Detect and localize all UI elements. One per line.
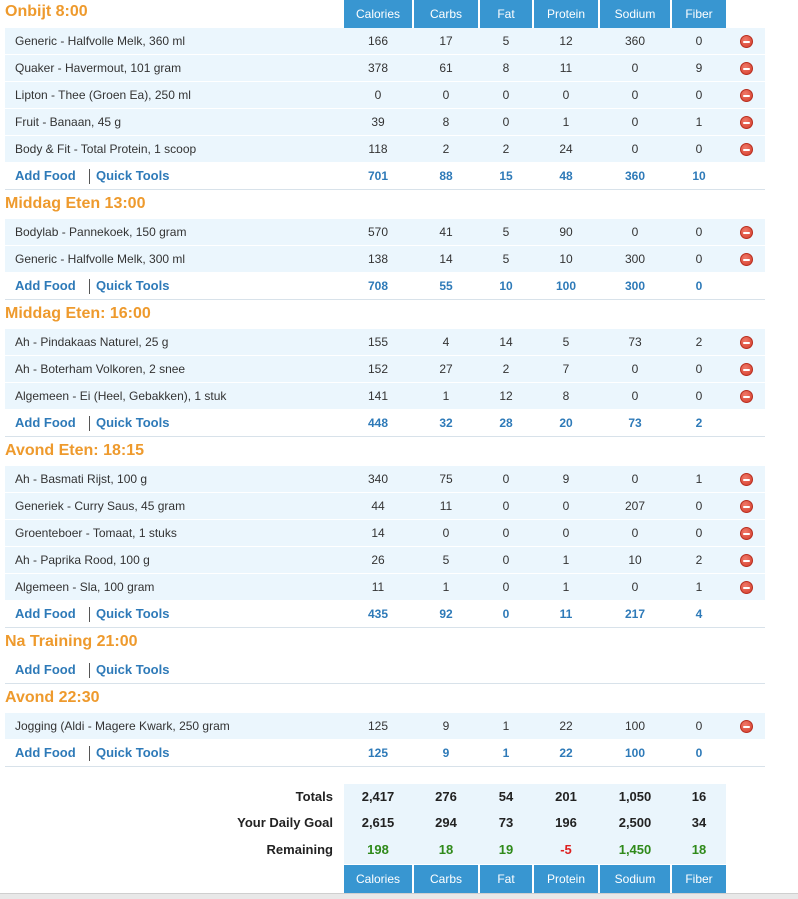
remaining-label: Remaining	[266, 842, 333, 857]
daily-goal-sodium: 2,500	[618, 815, 652, 830]
food-protein-value: 22	[559, 719, 573, 733]
add-food-link[interactable]: Add Food	[15, 745, 76, 760]
food-sodium-value: 10	[628, 553, 642, 567]
food-carbs-value: 41	[439, 225, 453, 239]
food-carbs-value: 27	[439, 362, 453, 376]
food-calories-value: 378	[367, 61, 389, 75]
food-fiber-value: 0	[695, 389, 703, 403]
food-name-link[interactable]: Generiek - Curry Saus, 45 gram	[15, 499, 186, 513]
food-carbs-value: 11	[439, 499, 453, 513]
quick-tools-link[interactable]: Quick Tools	[96, 415, 170, 430]
food-sodium-value: 0	[631, 88, 639, 102]
link-separator	[89, 746, 90, 761]
food-protein-value: 0	[562, 88, 570, 102]
food-carbs-value: 61	[439, 61, 453, 75]
food-sodium-value: 0	[631, 526, 639, 540]
food-row[interactable]	[5, 520, 765, 547]
food-name-link[interactable]: Ah - Pindakaas Naturel, 25 g	[15, 335, 169, 349]
top-header-col-fat[interactable]: Fat	[480, 0, 532, 28]
meal-total-protein: 100	[555, 279, 577, 293]
food-sodium-value: 100	[624, 719, 646, 733]
food-carbs-value: 4	[442, 335, 450, 349]
food-protein-value: 10	[559, 252, 573, 266]
meal-total-calories: 435	[367, 607, 389, 621]
meal-title: Middag Eten: 16:00	[5, 305, 151, 322]
meal-total-protein: 11	[559, 607, 573, 621]
food-row[interactable]	[5, 574, 765, 601]
daily-goal-label: Your Daily Goal	[237, 815, 333, 830]
daily-goal-fiber: 34	[691, 815, 707, 830]
food-protein-value: 90	[559, 225, 573, 239]
remaining-calories: 198	[367, 842, 389, 857]
meal-total-fiber: 0	[695, 746, 703, 760]
quick-tools-link[interactable]: Quick Tools	[96, 168, 170, 183]
food-fat-value: 8	[502, 61, 510, 75]
food-sodium-value: 360	[624, 34, 646, 48]
remove-circle-icon[interactable]	[740, 390, 753, 403]
remove-circle-icon[interactable]	[740, 363, 753, 376]
meal-total-protein: 48	[559, 169, 573, 183]
meal-total-calories: 708	[367, 279, 389, 293]
quick-tools-link[interactable]: Quick Tools	[96, 745, 170, 760]
food-row[interactable]	[5, 246, 765, 273]
food-row[interactable]	[5, 466, 765, 493]
food-row[interactable]	[5, 493, 765, 520]
food-row[interactable]	[5, 136, 765, 163]
food-name-link[interactable]: Generic - Halfvolle Melk, 300 ml	[15, 252, 186, 266]
meal-total-sodium: 100	[624, 746, 646, 760]
top-header-col-calories[interactable]: Calories	[344, 0, 412, 28]
food-row[interactable]	[5, 55, 765, 82]
food-calories-value: 39	[371, 115, 385, 129]
remove-circle-icon[interactable]	[740, 336, 753, 349]
food-row[interactable]	[5, 219, 765, 246]
meal-totals-row	[5, 410, 765, 437]
remove-circle-icon[interactable]	[740, 500, 753, 513]
meal-total-protein: 20	[559, 416, 573, 430]
food-name-link[interactable]: Ah - Basmati Rijst, 100 g	[15, 472, 148, 486]
remaining-sodium: 1,450	[618, 842, 652, 857]
food-carbs-value: 9	[442, 719, 450, 733]
food-fat-value: 0	[502, 472, 510, 486]
food-fiber-value: 9	[695, 61, 703, 75]
food-name-link[interactable]: Bodylab - Pannekoek, 150 gram	[15, 225, 187, 239]
food-calories-value: 118	[368, 142, 388, 156]
top-header-col-sodium[interactable]: Sodium	[600, 0, 670, 28]
meal-total-fat: 28	[499, 416, 513, 430]
food-row[interactable]	[5, 383, 765, 410]
food-name-link[interactable]: Ah - Boterham Volkoren, 2 snee	[15, 362, 186, 376]
remove-circle-icon[interactable]	[740, 226, 753, 239]
remaining-fiber: 18	[691, 842, 707, 857]
food-fat-value: 2	[502, 362, 510, 376]
food-sodium-value: 0	[631, 115, 639, 129]
remove-circle-icon[interactable]	[740, 89, 753, 102]
add-food-link[interactable]: Add Food	[15, 606, 76, 621]
bottom-header-col-protein[interactable]: Protein	[534, 865, 598, 893]
food-protein-value: 1	[562, 115, 570, 129]
remove-circle-icon[interactable]	[740, 35, 753, 48]
meal-total-carbs: 92	[439, 607, 453, 621]
food-protein-value: 1	[562, 580, 570, 594]
food-calories-value: 26	[371, 553, 385, 567]
food-fiber-value: 1	[695, 115, 703, 129]
food-sodium-value: 0	[631, 389, 639, 403]
food-sodium-value: 0	[631, 472, 639, 486]
remove-circle-icon[interactable]	[740, 143, 753, 156]
meal-total-sodium: 73	[628, 416, 642, 430]
bottom-header-col-calories[interactable]: Calories	[344, 865, 412, 893]
add-food-link[interactable]: Add Food	[15, 415, 76, 430]
meal-title: Onbijt 8:00	[5, 3, 88, 20]
food-name-link[interactable]: Lipton - Thee (Groen Ea), 250 ml	[15, 88, 191, 102]
food-carbs-value: 14	[439, 252, 453, 266]
food-fiber-value: 0	[695, 142, 703, 156]
meal-total-fiber: 10	[692, 169, 706, 183]
meal-totals-row	[5, 657, 765, 684]
food-sodium-value: 0	[631, 61, 639, 75]
meal-total-fiber: 4	[695, 607, 703, 621]
daily-goal-calories: 2,615	[361, 815, 395, 830]
food-protein-value: 11	[559, 61, 573, 75]
food-carbs-value: 1	[442, 580, 450, 594]
food-row[interactable]	[5, 109, 765, 136]
totals-label: Totals	[295, 789, 333, 804]
meal-totals-row	[5, 740, 765, 767]
totals-fiber: 16	[691, 789, 707, 804]
food-fiber-value: 1	[695, 580, 703, 594]
top-header-col-protein[interactable]: Protein	[534, 0, 598, 28]
food-calories-value: 14	[371, 526, 385, 540]
food-calories-value: 340	[367, 472, 389, 486]
meal-total-sodium: 360	[624, 169, 646, 183]
food-sodium-value: 0	[631, 142, 639, 156]
food-sodium-value: 207	[624, 499, 646, 513]
link-separator	[89, 169, 90, 184]
food-protein-value: 24	[559, 142, 573, 156]
food-calories-value: 11	[371, 580, 385, 594]
link-separator	[89, 279, 90, 294]
food-name-link[interactable]: Algemeen - Sla, 100 gram	[15, 580, 155, 594]
food-name-link[interactable]: Body & Fit - Total Protein, 1 scoop	[15, 142, 197, 156]
food-fiber-value: 2	[695, 553, 703, 567]
meal-totals-row	[5, 163, 765, 190]
add-food-link[interactable]: Add Food	[15, 662, 76, 677]
meal-total-fiber: 2	[695, 416, 703, 430]
food-carbs-value: 1	[442, 389, 450, 403]
food-name-link[interactable]: Jogging (Aldi - Magere Kwark, 250 gram	[15, 719, 230, 733]
food-carbs-value: 5	[442, 553, 450, 567]
food-calories-value: 166	[367, 34, 389, 48]
food-protein-value: 0	[562, 499, 570, 513]
food-carbs-value: 2	[442, 142, 450, 156]
food-name-link[interactable]: Generic - Halfvolle Melk, 360 ml	[15, 34, 186, 48]
meal-total-carbs: 9	[442, 746, 450, 760]
food-fat-value: 5	[502, 34, 510, 48]
food-carbs-value: 8	[442, 115, 450, 129]
food-protein-value: 1	[562, 553, 570, 567]
meal-total-calories: 701	[367, 169, 389, 183]
food-calories-value: 155	[367, 335, 389, 349]
link-separator	[89, 607, 90, 622]
bottom-header-col-fiber[interactable]: Fiber	[672, 865, 726, 893]
totals-sodium: 1,050	[618, 789, 652, 804]
meal-title: Avond 22:30	[5, 689, 100, 706]
meal-total-calories: 448	[367, 416, 389, 430]
food-fat-value: 0	[502, 115, 510, 129]
meal-total-calories: 125	[367, 746, 389, 760]
food-row[interactable]	[5, 82, 765, 109]
food-fiber-value: 0	[695, 34, 703, 48]
food-sodium-value: 0	[631, 362, 639, 376]
remaining-fat: 19	[498, 842, 514, 857]
food-carbs-value: 75	[439, 472, 453, 486]
food-fiber-value: 1	[695, 472, 703, 486]
quick-tools-link[interactable]: Quick Tools	[96, 278, 170, 293]
food-fiber-value: 0	[695, 499, 703, 513]
food-sodium-value: 73	[628, 335, 642, 349]
bottom-header-col-carbs[interactable]: Carbs	[414, 865, 478, 893]
food-protein-value: 8	[562, 389, 570, 403]
meal-total-sodium: 217	[624, 607, 646, 621]
meal-totals-row	[5, 601, 765, 628]
food-name-link[interactable]: Quaker - Havermout, 101 gram	[15, 61, 182, 75]
meal-title: Avond Eten: 18:15	[5, 442, 144, 459]
food-protein-value: 12	[559, 34, 573, 48]
food-protein-value: 5	[562, 335, 570, 349]
food-calories-value: 0	[374, 88, 382, 102]
food-name-link[interactable]: Fruit - Banaan, 45 g	[15, 115, 122, 129]
food-fiber-value: 0	[695, 252, 703, 266]
remove-circle-icon[interactable]	[740, 720, 753, 733]
food-calories-value: 138	[367, 252, 389, 266]
food-fat-value: 0	[502, 88, 510, 102]
food-row[interactable]	[5, 547, 765, 574]
food-calories-value: 44	[371, 499, 385, 513]
food-protein-value: 7	[562, 362, 570, 376]
food-fat-value: 12	[499, 389, 513, 403]
food-fat-value: 2	[502, 142, 510, 156]
food-fiber-value: 0	[695, 225, 703, 239]
meal-total-carbs: 88	[439, 169, 453, 183]
meal-total-fat: 0	[502, 607, 510, 621]
meal-totals-row	[5, 273, 765, 300]
food-calories-value: 570	[367, 225, 389, 239]
quick-tools-link[interactable]: Quick Tools	[96, 606, 170, 621]
remove-circle-icon[interactable]	[740, 253, 753, 266]
add-food-link[interactable]: Add Food	[15, 168, 76, 183]
food-fiber-value: 0	[695, 719, 703, 733]
food-fiber-value: 2	[695, 335, 703, 349]
food-fat-value: 1	[502, 719, 510, 733]
food-row[interactable]	[5, 28, 765, 55]
food-calories-value: 152	[367, 362, 389, 376]
food-calories-value: 125	[367, 719, 389, 733]
food-carbs-value: 17	[439, 34, 453, 48]
food-row[interactable]	[5, 713, 765, 740]
remove-circle-icon[interactable]	[740, 116, 753, 129]
food-name-link[interactable]: Algemeen - Ei (Heel, Gebakken), 1 stuk	[15, 389, 227, 403]
food-carbs-value: 0	[442, 526, 450, 540]
meal-total-sodium: 300	[624, 279, 646, 293]
food-fat-value: 0	[502, 499, 510, 513]
food-calories-value: 141	[367, 389, 389, 403]
food-name-link[interactable]: Ah - Paprika Rood, 100 g	[15, 553, 150, 567]
remove-circle-icon[interactable]	[740, 554, 753, 567]
remove-circle-icon[interactable]	[740, 473, 753, 486]
link-separator	[89, 416, 90, 431]
meal-title: Middag Eten 13:00	[5, 195, 146, 212]
daily-goal-fat: 73	[498, 815, 514, 830]
food-fiber-value: 0	[695, 526, 703, 540]
page-bottom-border	[0, 893, 798, 899]
food-fat-value: 14	[499, 335, 513, 349]
add-food-link[interactable]: Add Food	[15, 278, 76, 293]
meal-total-fat: 1	[502, 746, 510, 760]
quick-tools-link[interactable]: Quick Tools	[96, 662, 170, 677]
meal-total-protein: 22	[559, 746, 573, 760]
food-fat-value: 5	[502, 252, 510, 266]
totals-calories: 2,417	[361, 789, 395, 804]
link-separator	[89, 663, 90, 678]
meal-title: Na Training 21:00	[5, 633, 138, 650]
food-fat-value: 0	[502, 580, 510, 594]
food-fiber-value: 0	[695, 362, 703, 376]
totals-carbs: 276	[435, 789, 457, 804]
food-fiber-value: 0	[695, 88, 703, 102]
bottom-header-col-fat[interactable]: Fat	[480, 865, 532, 893]
meal-total-fat: 15	[499, 169, 513, 183]
food-protein-value: 9	[562, 472, 570, 486]
meal-total-carbs: 55	[439, 279, 453, 293]
top-header-col-carbs[interactable]: Carbs	[414, 0, 478, 28]
food-protein-value: 0	[562, 526, 570, 540]
food-carbs-value: 0	[442, 88, 450, 102]
meal-total-fiber: 0	[695, 279, 703, 293]
food-name-link[interactable]: Groenteboer - Tomaat, 1 stuks	[15, 526, 177, 540]
remaining-carbs: 18	[438, 842, 454, 857]
food-fat-value: 0	[502, 553, 510, 567]
top-header-col-fiber[interactable]: Fiber	[672, 0, 726, 28]
food-sodium-value: 300	[624, 252, 646, 266]
remove-circle-icon[interactable]	[740, 581, 753, 594]
food-fat-value: 0	[502, 526, 510, 540]
food-sodium-value: 0	[631, 580, 639, 594]
food-fat-value: 5	[502, 225, 510, 239]
remaining-protein: -5	[560, 842, 572, 857]
daily-goal-protein: 196	[555, 815, 577, 830]
remove-circle-icon[interactable]	[740, 527, 753, 540]
daily-goal-carbs: 294	[435, 815, 457, 830]
bottom-header-col-sodium[interactable]: Sodium	[600, 865, 670, 893]
totals-protein: 201	[555, 789, 577, 804]
totals-fat: 54	[498, 789, 514, 804]
meal-total-fat: 10	[499, 279, 513, 293]
food-sodium-value: 0	[631, 225, 639, 239]
food-row[interactable]	[5, 356, 765, 383]
food-row[interactable]	[5, 329, 765, 356]
meal-total-carbs: 32	[439, 416, 453, 430]
remove-circle-icon[interactable]	[740, 62, 753, 75]
